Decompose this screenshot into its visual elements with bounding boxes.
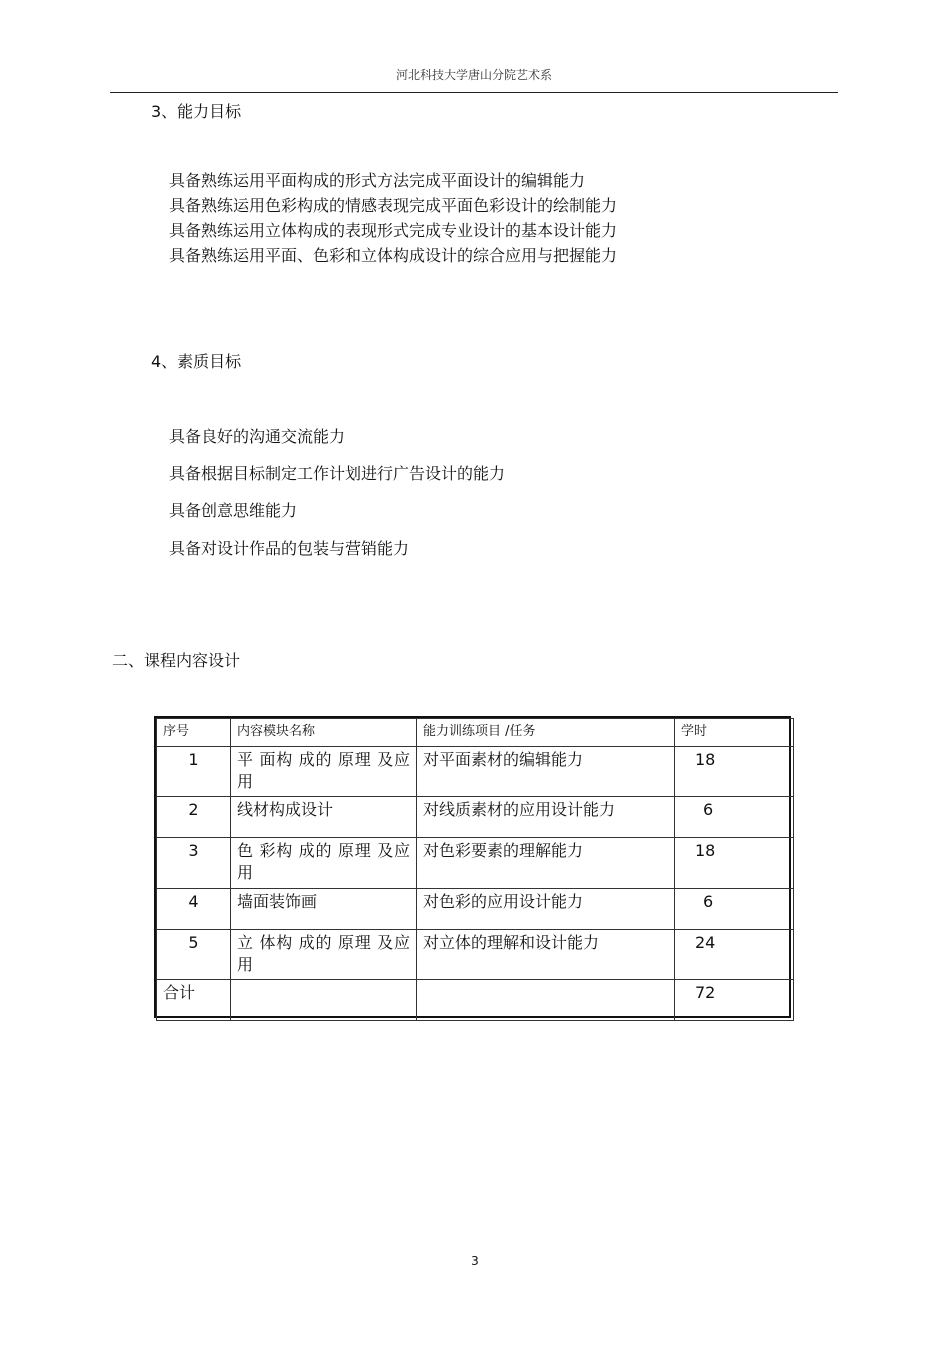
row-module: 平 面构 成的 原理 及应用 bbox=[231, 747, 417, 797]
page-header bbox=[110, 64, 838, 93]
total-hours: 72 bbox=[675, 980, 794, 1021]
ability-item: 具备熟练运用色彩构成的情感表现完成平面色彩设计的绘制能力 bbox=[169, 196, 618, 215]
row-module: 墙面装饰画 bbox=[231, 889, 417, 930]
course-content-table bbox=[154, 716, 791, 1018]
row-task: 对平面素材的编辑能力 bbox=[417, 747, 675, 797]
header-task: 能力训练项目 /任务 bbox=[417, 719, 675, 747]
row-task: 对线质素材的应用设计能力 bbox=[417, 797, 675, 838]
row-module: 线材构成设计 bbox=[231, 797, 417, 838]
header-module: 内容模块名称 bbox=[231, 719, 417, 747]
quality-item: 具备良好的沟通交流能力 bbox=[169, 427, 346, 446]
row-no: 3 bbox=[157, 838, 231, 889]
row-module: 立 体构 成的 原理 及应用 bbox=[231, 930, 417, 980]
table-row bbox=[157, 930, 794, 980]
section-ability-title: 3、能力目标 bbox=[151, 102, 242, 121]
total-empty-task bbox=[417, 980, 675, 1021]
table-row bbox=[157, 889, 794, 930]
row-hours: 18 bbox=[675, 747, 794, 797]
row-task: 对立体的理解和设计能力 bbox=[417, 930, 675, 980]
row-hours: 18 bbox=[675, 838, 794, 889]
table-total-row bbox=[157, 980, 794, 1021]
row-hours: 24 bbox=[675, 930, 794, 980]
row-no: 4 bbox=[157, 889, 231, 930]
row-no: 5 bbox=[157, 930, 231, 980]
quality-item: 具备对设计作品的包装与营销能力 bbox=[169, 539, 410, 558]
ability-item: 具备熟练运用平面构成的形式方法完成平面设计的编辑能力 bbox=[169, 171, 586, 190]
row-module: 色 彩构 成的 原理 及应用 bbox=[231, 838, 417, 889]
table-row bbox=[157, 838, 794, 889]
quality-item: 具备创意思维能力 bbox=[169, 501, 298, 520]
header-hours: 学时 bbox=[675, 719, 794, 747]
row-hours: 6 bbox=[675, 797, 794, 838]
ability-item: 具备熟练运用立体构成的表现形式完成专业设计的基本设计能力 bbox=[169, 221, 618, 240]
header-title: 河北科技大学唐山分院艺术系 bbox=[395, 68, 552, 82]
row-hours: 6 bbox=[675, 889, 794, 930]
row-task: 对色彩要素的理解能力 bbox=[417, 838, 675, 889]
table-header-row bbox=[157, 719, 794, 747]
section-quality-title: 4、素质目标 bbox=[151, 352, 242, 371]
total-label: 合计 bbox=[157, 980, 231, 1021]
table-row bbox=[157, 747, 794, 797]
header-no: 序号 bbox=[157, 719, 231, 747]
row-no: 2 bbox=[157, 797, 231, 838]
total-empty-module bbox=[231, 980, 417, 1021]
page-number: 3 bbox=[471, 1254, 479, 1268]
table-row bbox=[157, 797, 794, 838]
row-no: 1 bbox=[157, 747, 231, 797]
course-content-title: 二、课程内容设计 bbox=[112, 651, 241, 670]
row-task: 对色彩的应用设计能力 bbox=[417, 889, 675, 930]
quality-item: 具备根据目标制定工作计划进行广告设计的能力 bbox=[169, 464, 506, 483]
ability-item: 具备熟练运用平面、色彩和立体构成设计的综合应用与把握能力 bbox=[169, 246, 618, 265]
